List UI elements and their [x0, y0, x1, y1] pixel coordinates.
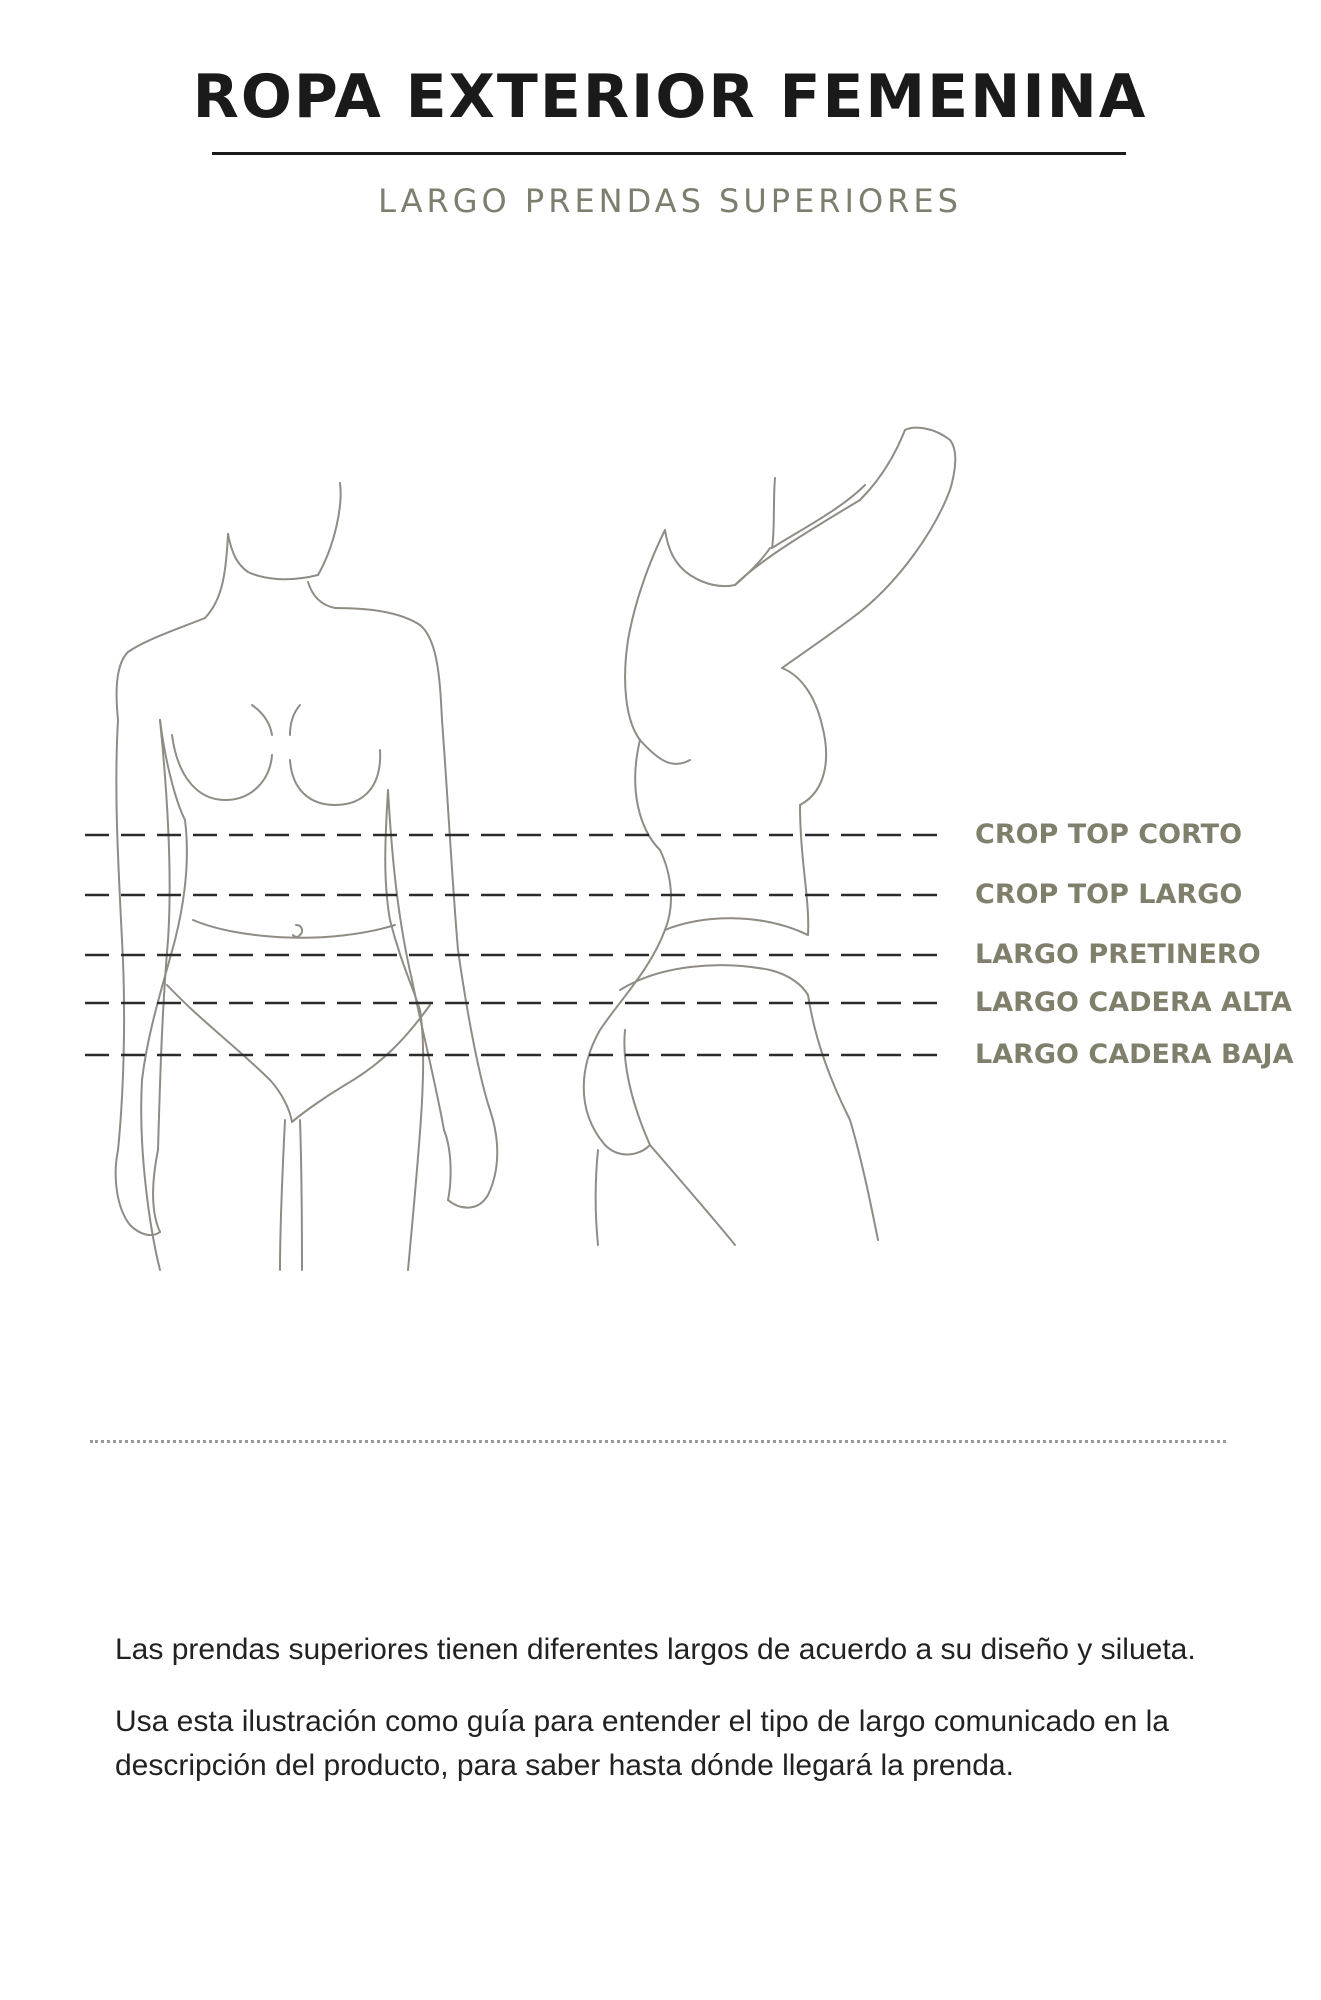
level-label-crop-top-largo: CROP TOP LARGO: [975, 879, 1243, 910]
page-title: ROPA EXTERIOR FEMENINA: [192, 62, 1148, 132]
length-guide-lines: [85, 835, 945, 1055]
description-paragraph-2: Usa esta ilustración como guía para entender el tipo de largo comunicado en la descripción del producto, para saber hasta dónde llegará la prenda.: [115, 1705, 1169, 1782]
side-figure: [584, 428, 956, 1245]
section-divider: [90, 1440, 1226, 1443]
level-label-largo-cadera-alta: LARGO CADERA ALTA: [975, 987, 1292, 1018]
front-figure: [116, 483, 498, 1270]
level-label-largo-pretinero: LARGO PRETINERO: [975, 939, 1261, 970]
description-paragraph-1: Las prendas superiores tienen diferentes largos de acuerdo a su diseño y silueta.: [115, 1633, 1196, 1666]
level-label-largo-cadera-baja: LARGO CADERA BAJA: [975, 1039, 1294, 1070]
page-subtitle: LARGO PRENDAS SUPERIORES: [378, 182, 962, 220]
level-label-crop-top-corto: CROP TOP CORTO: [975, 819, 1243, 850]
